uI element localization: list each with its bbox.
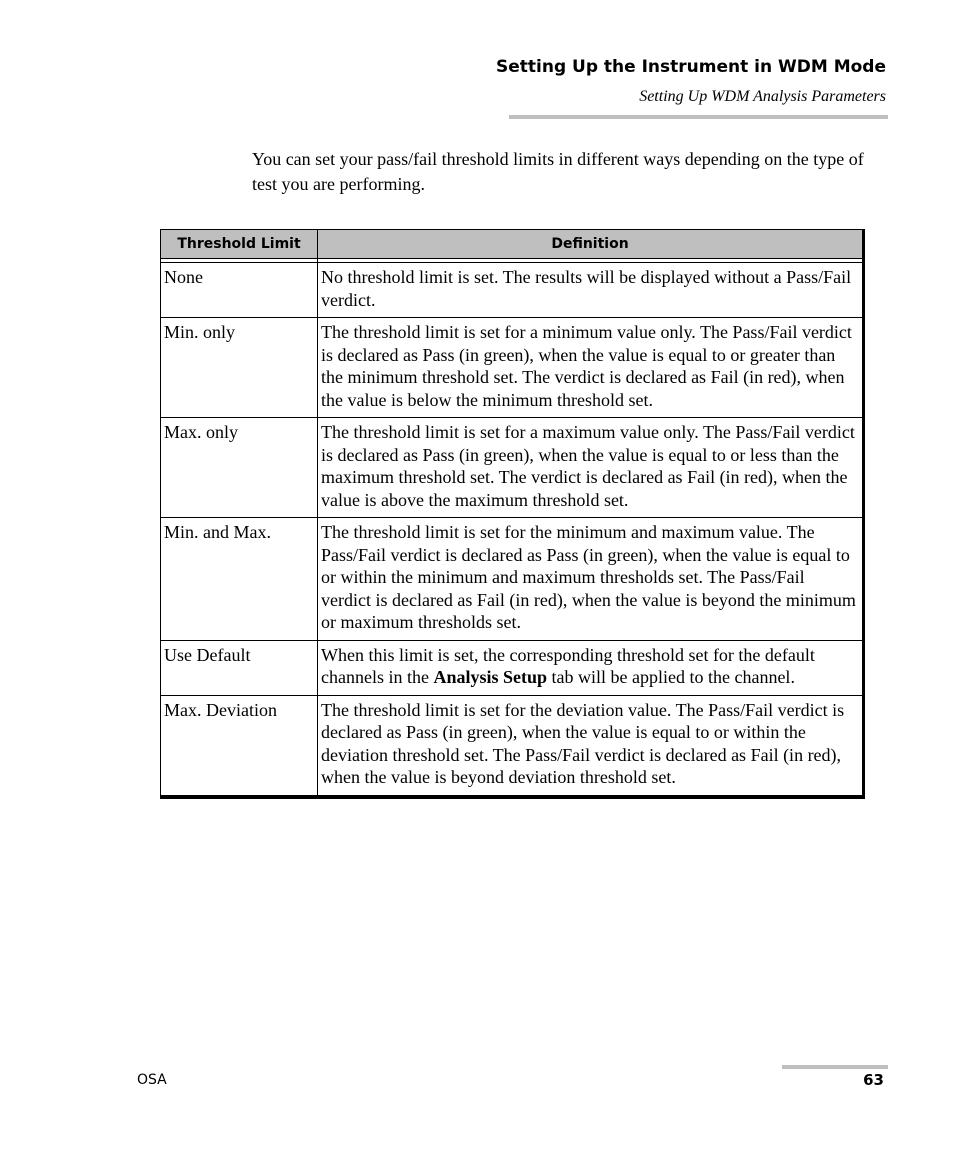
footer-product-name: OSA — [137, 1072, 167, 1088]
limit-cell: Min. only — [161, 318, 318, 418]
running-header-subtitle: Setting Up WDM Analysis Parameters — [639, 88, 886, 105]
limit-cell: Max. Deviation — [161, 695, 318, 797]
running-header-title: Setting Up the Instrument in WDM Mode — [495, 57, 886, 77]
definition-cell: The threshold limit is set for the deviation value. The Pass/Fail verdict is declared as Pass (in green), when the value is equal to or within the deviation threshold set. The Pass/Fail verdict is declared as Fail (in red), when the value is beyond deviation threshold set. — [318, 695, 864, 797]
table-row — [161, 318, 864, 418]
definition-text: tab will be applied to the channel. — [547, 667, 795, 687]
limit-cell: Use Default — [161, 640, 318, 695]
threshold-limit-table — [160, 229, 865, 799]
page-number: 63 — [863, 1071, 884, 1089]
limit-cell: None — [161, 263, 318, 318]
definition-cell: The threshold limit is set for the minimum and maximum value. The Pass/Fail verdict is declared as Pass (in green), when the value is equal to or within the minimum and maximum thresholds set. The Pass/Fail verdict is declared as Fail (in red), when the value is beyond the minimum or maximum thresholds set. — [318, 518, 864, 641]
footer-rule — [782, 1065, 888, 1069]
header-rule — [509, 115, 888, 119]
header-definition: Definition — [318, 230, 864, 259]
table-header-row — [161, 230, 864, 259]
definition-cell: The threshold limit is set for a minimum value only. The Pass/Fail verdict is declared as Pass (in green), when the value is equal to or greater than the minimum threshold set. The verdict is declared as Fail (in red), when the value is below the minimum threshold set. — [318, 318, 864, 418]
table-row — [161, 518, 864, 641]
definition-cell: The threshold limit is set for a maximum value only. The Pass/Fail verdict is declared as Pass (in green), when the value is equal to or less than the maximum threshold set. The verdict is declared as Fail (in red), when the value is above the maximum threshold set. — [318, 418, 864, 518]
limit-cell: Min. and Max. — [161, 518, 318, 641]
definition-text: When this limit is set, the corresponding threshold set for the default channels in the — [321, 644, 815, 687]
intro-paragraph: You can set your pass/fail threshold limits in different ways depending on the type of test you are performing. — [252, 149, 864, 194]
limit-cell: Max. only — [161, 418, 318, 518]
definition-cell — [318, 640, 864, 695]
table-row — [161, 263, 864, 318]
header-threshold-limit: Threshold Limit — [161, 230, 318, 259]
analysis-setup-term: Analysis Setup — [433, 667, 548, 687]
table-row — [161, 640, 864, 695]
table-row — [161, 695, 864, 797]
table-row — [161, 418, 864, 518]
definition-cell: No threshold limit is set. The results will be displayed without a Pass/Fail verdict. — [318, 263, 864, 318]
